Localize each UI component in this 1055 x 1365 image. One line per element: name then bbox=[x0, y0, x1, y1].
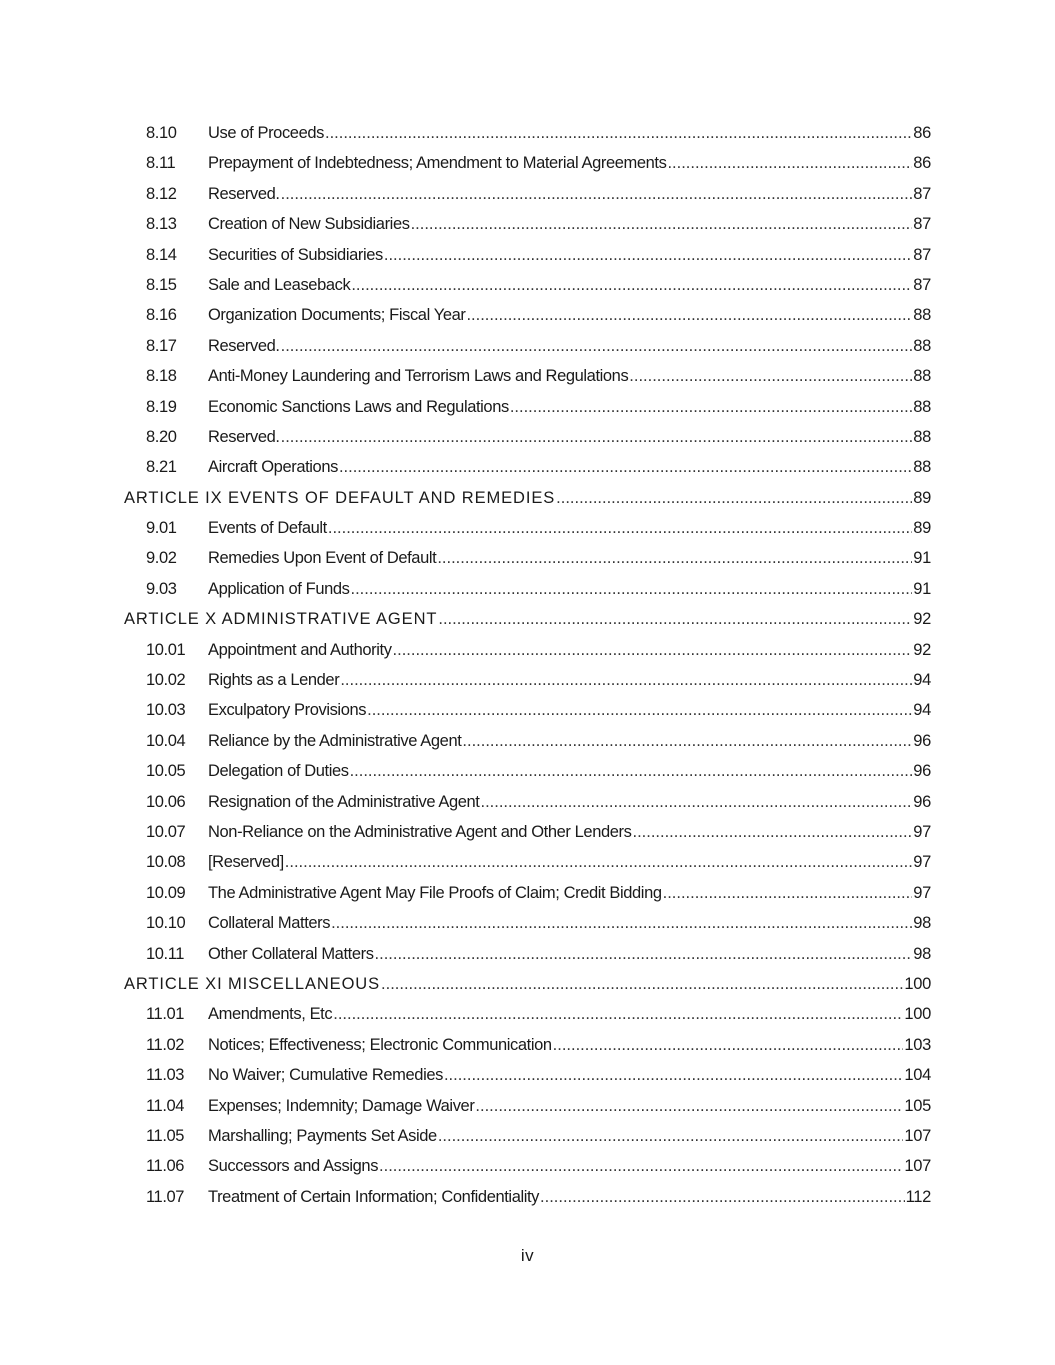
toc-section-row bbox=[0, 211, 1055, 241]
toc-section-title: Other Collateral Matters bbox=[208, 944, 374, 963]
toc-page-number: 91 bbox=[913, 549, 931, 568]
dot-leader bbox=[339, 458, 912, 477]
dot-leader bbox=[351, 580, 913, 599]
toc-section-title: Sale and Leaseback bbox=[208, 275, 351, 294]
toc-section-title: Reserved. bbox=[208, 427, 280, 446]
toc-section-number: 10.08 bbox=[146, 853, 186, 872]
toc-page-number: 107 bbox=[904, 1126, 931, 1145]
toc-section-title: Creation of New Subsidiaries bbox=[208, 215, 410, 234]
toc-section-title: No Waiver; Cumulative Remedies bbox=[208, 1066, 443, 1085]
toc-entry-line bbox=[208, 1036, 931, 1055]
dot-leader bbox=[333, 1005, 903, 1024]
toc-page-number: 98 bbox=[913, 914, 931, 933]
toc-page-number: 112 bbox=[905, 1187, 931, 1206]
toc-section-number: 9.03 bbox=[146, 579, 177, 598]
dot-leader bbox=[556, 489, 912, 508]
toc-entry-line bbox=[208, 246, 931, 265]
toc-entry-line bbox=[208, 367, 931, 386]
toc-entry-line bbox=[124, 975, 931, 994]
toc-page-number: 91 bbox=[913, 579, 931, 598]
toc-page-number: 98 bbox=[913, 944, 931, 963]
toc-article-title: ARTICLE X ADMINISTRATIVE AGENT bbox=[124, 610, 438, 629]
dot-leader bbox=[481, 793, 913, 812]
toc-entry-line bbox=[208, 1188, 931, 1207]
toc-section-title: Events of Default bbox=[208, 519, 327, 538]
toc-section-row bbox=[0, 272, 1055, 302]
toc-section-title: Anti-Money Laundering and Terrorism Laws and Regulations bbox=[208, 367, 629, 386]
toc-section-number: 8.11 bbox=[146, 154, 176, 173]
toc-page-number: 96 bbox=[913, 762, 931, 781]
toc-page-number: 97 bbox=[913, 853, 931, 872]
toc-entry-line bbox=[208, 519, 931, 538]
toc-page-number: 94 bbox=[913, 701, 931, 720]
toc-section-title: Collateral Matters bbox=[208, 914, 331, 933]
toc-section-row bbox=[0, 394, 1055, 424]
toc-entry-line bbox=[208, 671, 931, 690]
toc-entry-line bbox=[208, 732, 931, 751]
toc-page-number: 96 bbox=[913, 731, 931, 750]
toc-section-number: 11.01 bbox=[146, 1005, 185, 1024]
toc-section-number: 11.03 bbox=[146, 1066, 185, 1085]
toc-section-number: 10.07 bbox=[146, 822, 186, 841]
toc-entry-line bbox=[208, 884, 931, 903]
toc-section-row bbox=[0, 576, 1055, 606]
toc-section-row bbox=[0, 545, 1055, 575]
dot-leader bbox=[667, 154, 912, 173]
toc-section-number: 8.14 bbox=[146, 245, 177, 264]
dot-leader bbox=[466, 306, 912, 325]
toc-entry-line bbox=[124, 489, 931, 508]
toc-section-number: 10.06 bbox=[146, 792, 186, 811]
toc-section-number: 9.01 bbox=[146, 519, 177, 538]
toc-section-row bbox=[0, 120, 1055, 150]
toc-page-number: 88 bbox=[913, 336, 931, 355]
toc-entry-line bbox=[208, 428, 931, 447]
toc-section-number: 10.09 bbox=[146, 883, 186, 902]
toc-section-title: Treatment of Certain Information; Confidentiality bbox=[208, 1187, 540, 1206]
toc-entry-line bbox=[208, 945, 931, 964]
toc-page-number: 89 bbox=[913, 488, 931, 507]
toc-section-number: 8.19 bbox=[146, 397, 177, 416]
toc-section-title: Marshalling; Payments Set Aside bbox=[208, 1126, 437, 1145]
toc-section-row bbox=[0, 637, 1055, 667]
toc-section-title: Remedies Upon Event of Default bbox=[208, 549, 437, 568]
toc-section-row bbox=[0, 697, 1055, 727]
toc-page-number: 96 bbox=[913, 792, 931, 811]
toc-page-number: 97 bbox=[913, 822, 931, 841]
toc-entry-line bbox=[208, 853, 931, 872]
toc-page-number: 87 bbox=[913, 245, 931, 264]
toc-section-number: 11.06 bbox=[146, 1157, 185, 1176]
toc-page-number: 92 bbox=[913, 610, 931, 629]
toc-section-title: Reserved. bbox=[208, 184, 280, 203]
toc-section-title: Successors and Assigns bbox=[208, 1157, 379, 1176]
toc-section-title: Aircraft Operations bbox=[208, 458, 338, 477]
toc-page-number: 88 bbox=[913, 397, 931, 416]
dot-leader bbox=[281, 428, 913, 447]
toc-entry-line bbox=[208, 762, 931, 781]
toc-entry-line bbox=[208, 914, 931, 933]
toc-section-number: 8.21 bbox=[146, 458, 177, 477]
toc-page-number: 107 bbox=[904, 1157, 931, 1176]
toc-section-row bbox=[0, 1032, 1055, 1062]
toc-section-row bbox=[0, 1062, 1055, 1092]
dot-leader bbox=[553, 1036, 904, 1055]
toc-section-row bbox=[0, 819, 1055, 849]
toc-section-number: 11.04 bbox=[146, 1096, 185, 1115]
toc-entry-line bbox=[208, 1127, 931, 1146]
toc-section-number: 10.04 bbox=[146, 731, 186, 750]
dot-leader bbox=[350, 762, 913, 781]
toc-page-number: 87 bbox=[913, 184, 931, 203]
toc-section-row bbox=[0, 302, 1055, 332]
toc-section-number: 8.15 bbox=[146, 275, 177, 294]
dot-leader bbox=[411, 215, 913, 234]
toc-section-number: 10.03 bbox=[146, 701, 186, 720]
page-number: iv bbox=[520, 1246, 535, 1265]
toc-section-row bbox=[0, 941, 1055, 971]
toc-article-title: ARTICLE IX EVENTS OF DEFAULT AND REMEDIES bbox=[124, 488, 556, 507]
toc-page-number: 88 bbox=[913, 427, 931, 446]
toc-section-title: Amendments, Etc bbox=[208, 1005, 333, 1024]
toc-section-row bbox=[0, 150, 1055, 180]
toc-article-row bbox=[0, 485, 1055, 515]
toc-section-row bbox=[0, 910, 1055, 940]
toc-entry-line bbox=[208, 1066, 931, 1085]
toc-page-number: 103 bbox=[904, 1035, 931, 1054]
toc-section-row bbox=[0, 1153, 1055, 1183]
toc-entry-line bbox=[208, 793, 931, 812]
dot-leader bbox=[437, 549, 912, 568]
toc-section-number: 8.13 bbox=[146, 215, 177, 234]
toc-section-row bbox=[0, 1184, 1055, 1214]
toc-entry-line bbox=[208, 215, 931, 234]
toc-section-number: 10.05 bbox=[146, 762, 186, 781]
toc-page-number: 94 bbox=[913, 671, 931, 690]
toc-section-number: 11.05 bbox=[146, 1126, 185, 1145]
toc-entry-line bbox=[208, 398, 931, 417]
toc-entry-line bbox=[208, 337, 931, 356]
toc-section-title: The Administrative Agent May File Proofs of Claim; Credit Bidding bbox=[208, 883, 662, 902]
toc-section-row bbox=[0, 424, 1055, 454]
toc-section-row bbox=[0, 1093, 1055, 1123]
toc-page-number: 86 bbox=[913, 154, 931, 173]
toc-entry-line bbox=[208, 641, 931, 660]
toc-section-title: Resignation of the Administrative Agent bbox=[208, 792, 480, 811]
dot-leader bbox=[633, 823, 913, 842]
toc-section-title: Expenses; Indemnity; Damage Waiver bbox=[208, 1096, 475, 1115]
toc-page-number: 100 bbox=[904, 1005, 931, 1024]
toc-section-title: Rights as a Lender bbox=[208, 671, 340, 690]
toc-entry-line bbox=[208, 1005, 931, 1024]
toc-entry-line bbox=[208, 124, 931, 143]
toc-section-row bbox=[0, 1001, 1055, 1031]
dot-leader bbox=[379, 1157, 903, 1176]
toc-section-number: 8.17 bbox=[146, 336, 177, 355]
toc-section-title: Economic Sanctions Laws and Regulations bbox=[208, 397, 509, 416]
dot-leader bbox=[375, 945, 913, 964]
toc-section-number: 8.10 bbox=[146, 124, 177, 142]
toc-section-row bbox=[0, 789, 1055, 819]
toc-article-row bbox=[0, 606, 1055, 636]
toc-section-row bbox=[0, 242, 1055, 272]
dot-leader bbox=[540, 1188, 905, 1207]
toc-section-title: Delegation of Duties bbox=[208, 762, 349, 781]
toc-entry-line bbox=[208, 1097, 931, 1116]
toc-page-number: 86 bbox=[913, 124, 931, 142]
toc-section-row bbox=[0, 849, 1055, 879]
toc-section-title: Reserved. bbox=[208, 336, 280, 355]
toc-section-title: Organization Documents; Fiscal Year bbox=[208, 306, 466, 325]
toc-section-row bbox=[0, 333, 1055, 363]
toc-section-row bbox=[0, 880, 1055, 910]
dot-leader bbox=[393, 641, 913, 660]
toc-page-number: 92 bbox=[913, 640, 931, 659]
toc-section-row bbox=[0, 454, 1055, 484]
dot-leader bbox=[438, 1127, 904, 1146]
toc-section-number: 11.02 bbox=[146, 1035, 185, 1054]
dot-leader bbox=[281, 337, 913, 356]
dot-leader bbox=[328, 519, 912, 538]
toc-section-title: Securities of Subsidiaries bbox=[208, 245, 383, 264]
dot-leader bbox=[331, 914, 912, 933]
toc-section-number: 8.20 bbox=[146, 427, 177, 446]
toc-article-title: ARTICLE XI MISCELLANEOUS bbox=[124, 974, 381, 993]
toc-entry-line bbox=[208, 185, 931, 204]
dot-leader bbox=[340, 671, 912, 690]
toc-section-title: Notices; Effectiveness; Electronic Communication bbox=[208, 1035, 552, 1054]
dot-leader bbox=[462, 732, 912, 751]
toc-page-number: 97 bbox=[913, 883, 931, 902]
toc-entry-line bbox=[124, 610, 931, 629]
dot-leader bbox=[475, 1097, 903, 1116]
toc-entry-line bbox=[208, 823, 931, 842]
dot-leader bbox=[325, 124, 912, 143]
toc-entry-line bbox=[208, 276, 931, 295]
toc-section-row bbox=[0, 181, 1055, 211]
toc-entry-line bbox=[208, 1157, 931, 1176]
dot-leader bbox=[444, 1066, 903, 1085]
toc-section-row bbox=[0, 667, 1055, 697]
toc-section-number: 11.07 bbox=[146, 1187, 185, 1206]
table-of-contents bbox=[0, 120, 1055, 1214]
toc-entry-line bbox=[208, 154, 931, 173]
toc-page-number: 87 bbox=[913, 275, 931, 294]
toc-section-title: Exculpatory Provisions bbox=[208, 701, 367, 720]
toc-section-row bbox=[0, 363, 1055, 393]
toc-page-number: 88 bbox=[913, 458, 931, 477]
toc-section-row bbox=[0, 1123, 1055, 1153]
toc-section-title: Reliance by the Administrative Agent bbox=[208, 731, 462, 750]
toc-entry-line bbox=[208, 701, 931, 720]
dot-leader bbox=[629, 367, 912, 386]
toc-page-number: 88 bbox=[913, 367, 931, 386]
dot-leader bbox=[285, 853, 912, 872]
toc-section-title: Non-Reliance on the Administrative Agent and Other Lenders bbox=[208, 822, 632, 841]
dot-leader bbox=[367, 701, 912, 720]
toc-page-number: 88 bbox=[913, 306, 931, 325]
toc-page-number: 104 bbox=[904, 1066, 931, 1085]
toc-section-title: Use of Proceeds bbox=[208, 124, 324, 142]
toc-section-number: 8.12 bbox=[146, 184, 177, 203]
toc-entry-line bbox=[208, 580, 931, 599]
dot-leader bbox=[351, 276, 912, 295]
toc-section-number: 8.16 bbox=[146, 306, 177, 325]
toc-article-row bbox=[0, 971, 1055, 1001]
toc-section-number: 10.02 bbox=[146, 671, 186, 690]
toc-section-row bbox=[0, 758, 1055, 788]
toc-section-number: 9.02 bbox=[146, 549, 177, 568]
toc-entry-line bbox=[208, 306, 931, 325]
toc-section-title: Appointment and Authority bbox=[208, 640, 392, 659]
toc-section-title: Application of Funds bbox=[208, 579, 350, 598]
dot-leader bbox=[381, 975, 903, 994]
toc-section-title: Prepayment of Indebtedness; Amendment to Material Agreements bbox=[208, 154, 667, 173]
toc-entry-line bbox=[208, 549, 931, 568]
toc-section-number: 10.01 bbox=[146, 640, 186, 659]
toc-entry-line bbox=[208, 458, 931, 477]
toc-page-number: 89 bbox=[913, 519, 931, 538]
dot-leader bbox=[663, 884, 913, 903]
toc-section-row bbox=[0, 515, 1055, 545]
toc-section-row bbox=[0, 728, 1055, 758]
toc-section-number: 10.10 bbox=[146, 914, 186, 933]
dot-leader bbox=[281, 185, 913, 204]
dot-leader bbox=[510, 398, 912, 417]
toc-page-number: 87 bbox=[913, 215, 931, 234]
toc-page-number: 105 bbox=[904, 1096, 931, 1115]
toc-section-number: 8.18 bbox=[146, 367, 177, 386]
toc-page-number: 100 bbox=[904, 974, 931, 993]
toc-section-number: 10.11 bbox=[146, 944, 185, 963]
dot-leader bbox=[384, 246, 912, 265]
toc-section-title: [Reserved] bbox=[208, 853, 284, 872]
dot-leader bbox=[438, 610, 912, 629]
